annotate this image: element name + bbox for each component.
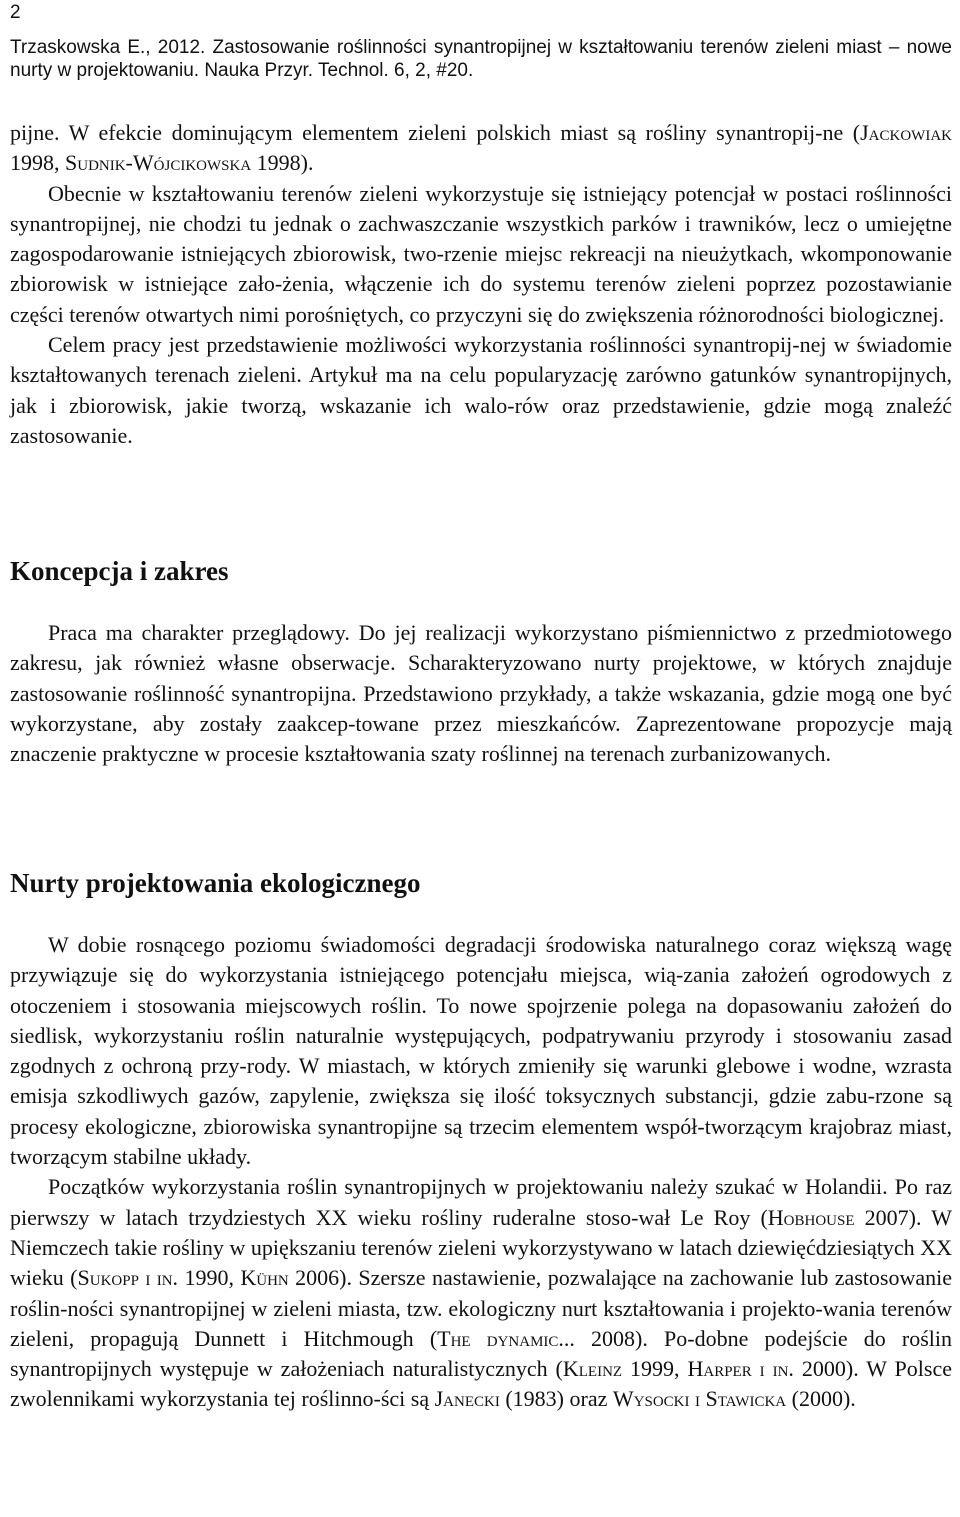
section-heading-nurty: Nurty projektowania ekologicznego xyxy=(10,868,421,898)
citation: Harper i in. xyxy=(687,1356,794,1382)
running-header: Trzaskowska E., 2012. Zastosowanie roślinności synantropijnej w kształtowaniu terenów zieleni miast – nowe nurty w projektowaniu. Nauka Przyr. Technol. 6, 2, #20. xyxy=(10,37,952,81)
citation: Janecki xyxy=(434,1386,500,1412)
citation: Wysocki i Stawicka xyxy=(612,1386,787,1412)
intro-text xyxy=(10,118,952,451)
citation: Jackowiak xyxy=(860,120,952,145)
section-koncepcja-text xyxy=(10,618,952,769)
citation: Sukopp i in. xyxy=(77,1265,179,1291)
nurty-paragraph-2: Początków wykorzystania roślin synantropijnych w projektowaniu należy szukać w Holandii. Po raz pierwszy w latach trzydziestych XX wieku rośliny ruderalne stoso-wał Le Roy (Hobhouse 2007). W Niemczech takie rośliny w upiększaniu terenów zieleni wykorzystywano w latach dziewięćdziesiątych XX wieku (Sukopp i in. 1990, Kühn 2006). Szersze nastawienie, pozwalające na zachowanie lub zastosowanie roślin-ności synantropijnej w zieleni miasta, tzw. ekologiczny nurt kształtowania i projekto-wania terenów zieleni, propagują Dunnett i Hitchmough (The dynamic... 2008). Po-dobne podejście do roślin synantropijnych występuje w założeniach naturalistycznych (Kleinz 1999, Harper i in. 2000). W Polsce zwolennikami wykorzystania tej roślinno-ści są Janecki (1983) oraz Wysocki i Stawicka (2000). xyxy=(10,1174,953,1412)
section-nurty-text xyxy=(10,930,952,1415)
intro-paragraph-2: Obecnie w kształtowaniu terenów zieleni wykorzystuje się istniejący potencjał w postaci roślinności synantropijnej, nie chodzi tu jednak o zachwaszczanie wszystkich parków i trawników, lecz o umiejętne zagospodarowanie istniejących zbiorowisk, two-rzenie miejsc rekreacji na nieużytkach, wkomponowanie zbiorowisk w istniejące zało-żenia, włączenie ich do systemu terenów zieleni poprzez pozostawianie części terenów otwartych nimi porośniętych, co przyczyni się do zwiększenia różnorodności biologicznej. xyxy=(10,180,952,327)
section-heading-koncepcja: Koncepcja i zakres xyxy=(10,556,229,586)
citation: Hobhouse xyxy=(767,1204,855,1230)
citation: Kleinz xyxy=(562,1356,623,1382)
page-number: 2 xyxy=(10,2,21,23)
intro-paragraph-3: Celem pracy jest przedstawienie możliwości wykorzystania roślinności synantropij-nej w świadomie kształtowanych terenach zieleni. Artykuł ma na celu popularyzację zarówno gatunków synantropijnych, jak i zbiorowisk, jakie tworzą, wskazanie ich walo-rów oraz przedstawienie, gdzie mogą znaleźć zastosowanie. xyxy=(10,332,952,448)
citation: The dynamic... xyxy=(437,1325,575,1351)
intro-paragraph-1: pijne. W efekcie dominującym elementem zieleni polskich miast są rośliny synantropij-ne (Jackowiak 1998, Sudnik-Wójcikowska 1998). xyxy=(10,120,952,176)
koncepcja-paragraph-1: Praca ma charakter przeglądowy. Do jej realizacji wykorzystano piśmiennictwo z przedmiotowego zakresu, jak również własne obserwacje. Scharakteryzowano nurty projektowe, w których znajduje zastosowanie roślinność synantropijna. Przedstawiono przykłady, a także wskazania, gdzie mogą one być wykorzystane, aby zostały zaakcep-towane przez mieszkańców. Zaprezentowane propozycje mają znaczenie praktyczne w procesie kształtowania szaty roślinnej na terenach zurbanizowanych. xyxy=(10,620,952,767)
citation: Sudnik-Wójcikowska xyxy=(65,150,252,176)
citation: Kühn xyxy=(240,1265,289,1291)
nurty-paragraph-1: W dobie rosnącego poziomu świadomości degradacji środowiska naturalnego coraz większą wagę przywiązuje się do wykorzystania istniejącego potencjału miejsca, wią-zania założeń ogrodowych z otoczeniem i stosowania miejscowych roślin. To nowe spojrzenie polega na dopasowaniu założeń do siedlisk, wykorzystaniu roślin naturalnie występujących, podpatrywaniu przyrody i stosowaniu zasad zgodnych z ochroną przy-rody. W miastach, w których zmieniły się warunki glebowe i wodne, wzrasta emisja szkodliwych gazów, zapylenie, zwiększa się ilość toksycznych substancji, gdzie zabu-rzone są procesy ekologiczne, zbiorowiska synantropijne są trzecim elementem współ-tworzącym krajobraz miast, tworzącym stabilne układy. xyxy=(10,932,952,1170)
